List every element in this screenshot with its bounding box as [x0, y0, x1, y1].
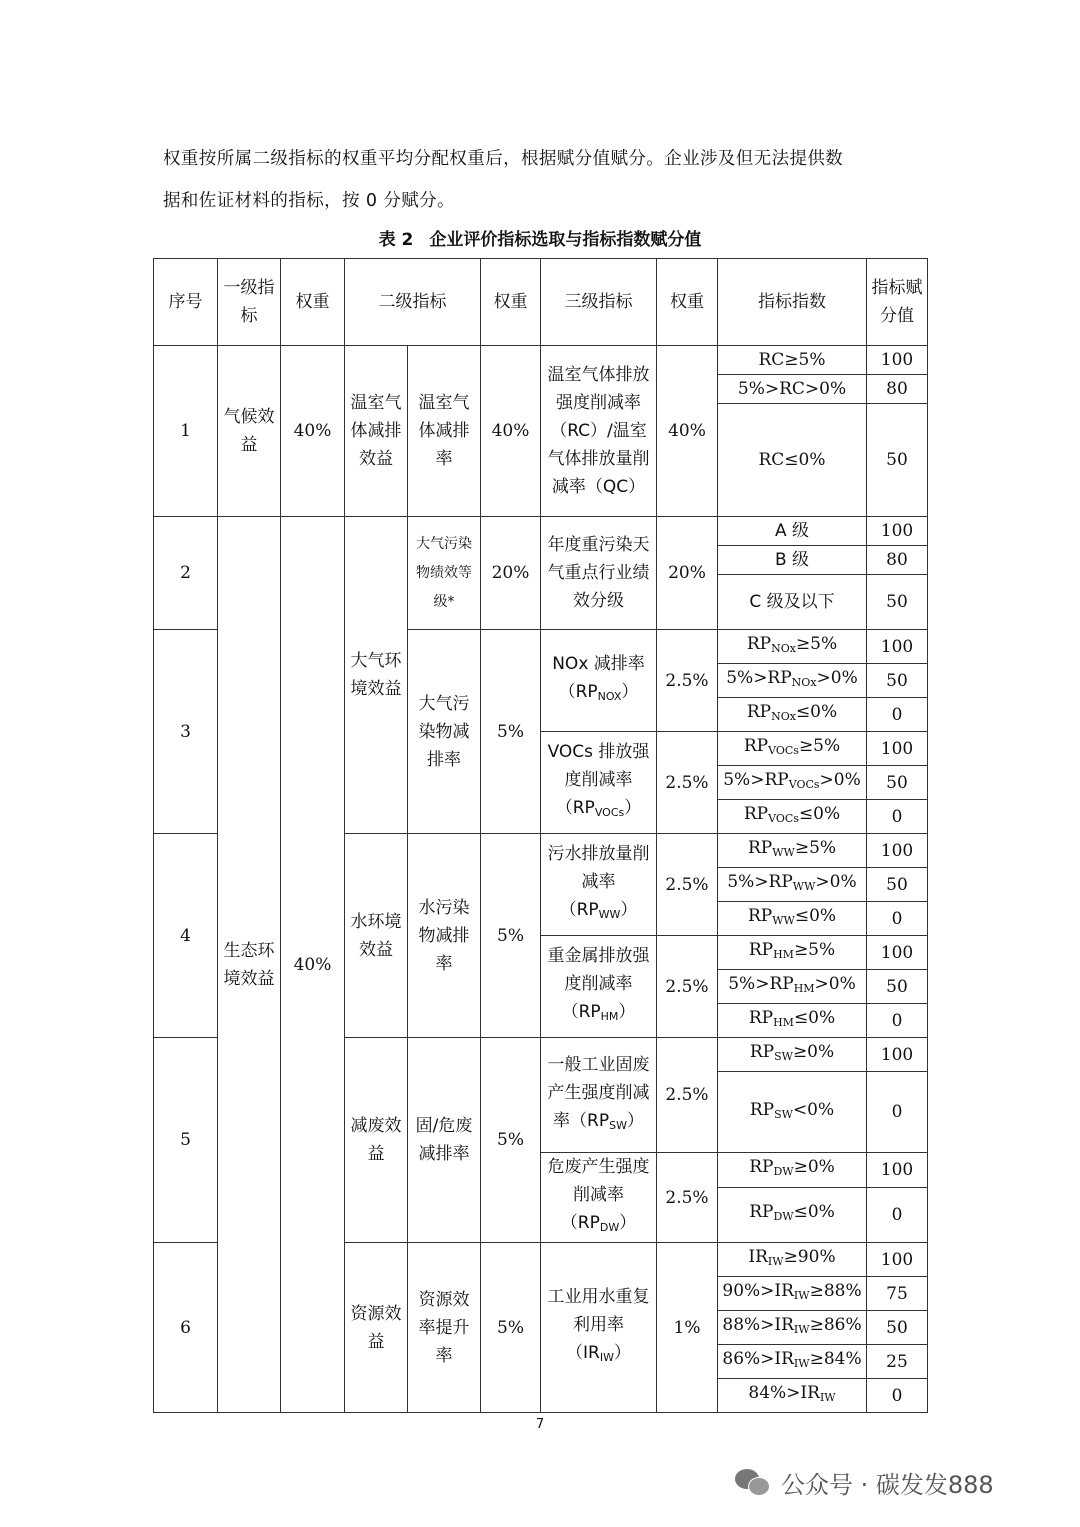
weight3-cell: 2.5%: [657, 1038, 718, 1153]
weight2-cell: 5%: [481, 1038, 541, 1243]
weight2-cell: 5%: [481, 630, 541, 834]
header-weight2: 权重: [481, 259, 541, 346]
weight3-cell: 2.5%: [657, 834, 718, 936]
level2a-cell: 大气环境效益: [345, 517, 408, 834]
index-cell: $RP_{HM}\le 0\%$: [718, 1004, 867, 1038]
index-cell: $RP_{SW}\ge 0\%$: [718, 1038, 867, 1072]
seq-cell: 3: [154, 630, 218, 834]
score-cell: 50: [867, 404, 928, 517]
level2a-cell: 减废效益: [345, 1038, 408, 1243]
watermark-text: 公众号 · 碳发发888: [781, 1470, 994, 1499]
index-cell: $RP_{DW}\le 0\%$: [718, 1187, 867, 1242]
level2b-cell: 大气污染物减排率: [408, 630, 481, 834]
level3-cell-sw: 一般工业固废产生强度削减率$(RP_{SW})$: [541, 1038, 657, 1153]
header-weight3: 权重: [657, 259, 718, 346]
weight3-cell: 20%: [657, 517, 718, 630]
score-cell: 50: [867, 664, 928, 698]
seq-cell: 4: [154, 834, 218, 1038]
score-cell: 100: [867, 834, 928, 868]
level2b-cell: 资源效率提升率: [408, 1243, 481, 1413]
watermark: [735, 1462, 994, 1502]
nox-close: ）: [621, 682, 639, 702]
score-cell: 75: [867, 1277, 928, 1311]
header-level1: 一级指标: [218, 259, 281, 346]
seq-cell: 2: [154, 517, 218, 630]
index-cell: $5\%>RP_{NOx}>0\%$: [718, 664, 867, 698]
weight1-cell: 40%: [281, 346, 345, 517]
level3-cell-iw: 工业用水重复利用率$(IR_{IW})$: [541, 1243, 657, 1413]
weight3-cell: 40%: [657, 346, 718, 517]
weight2-cell: 5%: [481, 834, 541, 1038]
index-cell: $RP_{WW}\ge 5\%$: [718, 834, 867, 868]
level1-cell: 气候效益: [218, 346, 281, 517]
score-cell: 100: [867, 346, 928, 375]
level2b-cell: 固/危废减排率: [408, 1038, 481, 1243]
score-cell: 100: [867, 1153, 928, 1188]
index-cell: 5%>RC>0%: [718, 375, 867, 404]
level3-cell: 年度重污染天气重点行业绩效分级: [541, 517, 657, 630]
index-cell: $RP_{HM}\ge 5\%$: [718, 936, 867, 970]
score-cell: 0: [867, 800, 928, 834]
score-cell: 0: [867, 1004, 928, 1038]
index-cell: $RP_{VOCs}\ge 5\%$: [718, 732, 867, 766]
level2a-cell: 水环境效益: [345, 834, 408, 1038]
index-cell: $5\%>RP_{WW}>0\%$: [718, 868, 867, 902]
table-row: [154, 346, 928, 375]
score-cell: 0: [867, 1072, 928, 1153]
table-row: [154, 517, 928, 546]
score-cell: 100: [867, 936, 928, 970]
page-number: 7: [535, 1417, 545, 1432]
weight3-cell: 2.5%: [657, 1153, 718, 1243]
score-cell: 100: [867, 1038, 928, 1072]
level2a-cell: 温室气体减排效益: [345, 346, 408, 517]
index-cell: $RP_{DW}\ge 0\%$: [718, 1153, 867, 1188]
index-cell: $88\%>IR_{IW}\ge 86\%$: [718, 1311, 867, 1345]
evaluation-table: [153, 258, 928, 1413]
index-cell: $RP_{NOx}\le 0\%$: [718, 698, 867, 732]
level3-cell-hm: 重金属排放强度削减率$(RP_{HM})$: [541, 936, 657, 1038]
score-cell: 0: [867, 1187, 928, 1242]
weight3-cell: 2.5%: [657, 936, 718, 1038]
index-cell: $5\%>RP_{HM}>0\%$: [718, 970, 867, 1004]
wechat-icon: [735, 1467, 771, 1497]
seq-cell: 6: [154, 1243, 218, 1413]
index-cell: B 级: [718, 546, 867, 575]
index-cell: $IR_{IW}\ge 90\%$: [718, 1243, 867, 1277]
index-cell: $84\%>IR_{IW}$: [718, 1379, 867, 1413]
index-cell: A 级: [718, 517, 867, 546]
level3-cell-ww: 污水排放量削减率$(RP_{WW})$: [541, 834, 657, 936]
score-cell: 50: [867, 766, 928, 800]
weight3-cell: 2.5%: [657, 732, 718, 834]
score-cell: 50: [867, 868, 928, 902]
header-level2: 二级指标: [345, 259, 481, 346]
seq-cell: 5: [154, 1038, 218, 1243]
header-seq: 序号: [154, 259, 218, 346]
score-cell: 80: [867, 546, 928, 575]
level1-cell-eco: 生态环境效益: [218, 517, 281, 1413]
index-cell: $RP_{NOx}\ge 5\%$: [718, 630, 867, 664]
weight2-cell: 20%: [481, 517, 541, 630]
score-cell: 100: [867, 1243, 928, 1277]
index-cell: $RP_{VOCs}\le 0\%$: [718, 800, 867, 834]
header-weight1: 权重: [281, 259, 345, 346]
score-cell: 100: [867, 630, 928, 664]
header-index: 指标指数: [718, 259, 867, 346]
score-cell: 0: [867, 902, 928, 936]
score-cell: 50: [867, 575, 928, 630]
header-score: 指标赋分值: [867, 259, 928, 346]
voc-label: VOCs 排放强度削减率（RP: [547, 742, 650, 818]
voc-sub: VOCs: [594, 806, 625, 819]
score-cell: 0: [867, 698, 928, 732]
index-cell: $RP_{WW}\le 0\%$: [718, 902, 867, 936]
index-cell: $5\%>RP_{VOCs}>0\%$: [718, 766, 867, 800]
index-cell: RC≤0%: [718, 404, 867, 517]
level3-cell: 温室气体排放强度削减率（RC）/温室气体排放量削减率（QC）: [541, 346, 657, 517]
header-row: [154, 259, 928, 346]
score-cell: 50: [867, 970, 928, 1004]
index-cell: $86\%>IR_{IW}\ge 84\%$: [718, 1345, 867, 1379]
index-cell: $90\%>IR_{IW}\ge 88\%$: [718, 1277, 867, 1311]
weight2-cell: 5%: [481, 1243, 541, 1413]
table-caption: [0, 225, 1080, 250]
weight2-cell: 40%: [481, 346, 541, 517]
score-cell: 25: [867, 1345, 928, 1379]
para-line-1: 权重按所属二级指标的权重平均分配权重后，根据赋分值赋分。企业涉及但无法提供数: [163, 149, 844, 169]
level3-cell-nox: [541, 630, 657, 732]
seq-cell: 1: [154, 346, 218, 517]
score-cell: 100: [867, 517, 928, 546]
nox-label: NOx 减排率（RP: [552, 654, 645, 702]
intro-paragraph: [163, 138, 933, 222]
voc-close: ）: [624, 798, 642, 818]
level3-cell-voc: [541, 732, 657, 834]
caption-title: 企业评价指标选取与指标指数赋分值: [429, 230, 702, 250]
index-cell: RC≥5%: [718, 346, 867, 375]
score-cell: 0: [867, 1379, 928, 1413]
level3-cell-dw: 危废产生强度削减率$(RP_{DW})$: [541, 1153, 657, 1243]
index-cell: $RP_{SW}<0\%$: [718, 1072, 867, 1153]
score-cell: 80: [867, 375, 928, 404]
nox-sub: NOX: [597, 690, 622, 703]
para-line-2: 据和佐证材料的指标，按 0 分赋分。: [163, 191, 455, 211]
score-cell: 100: [867, 732, 928, 766]
caption-number: 表 2: [378, 230, 414, 250]
level2b-cell: 大气污染物绩效等级*: [408, 517, 481, 630]
weight3-cell: 1%: [657, 1243, 718, 1413]
header-level3: 三级指标: [541, 259, 657, 346]
weight3-cell: 2.5%: [657, 630, 718, 732]
score-cell: 50: [867, 1311, 928, 1345]
level2b-cell: 温室气体减排率: [408, 346, 481, 517]
level2b-cell: 水污染物减排率: [408, 834, 481, 1038]
level2a-cell: 资源效益: [345, 1243, 408, 1413]
weight1-cell-eco: 40%: [281, 517, 345, 1413]
index-cell: C 级及以下: [718, 575, 867, 630]
